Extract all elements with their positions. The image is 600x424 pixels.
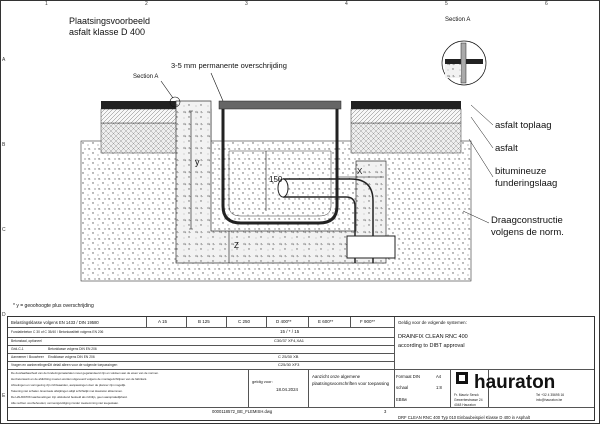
row4-mid: Dit detail alleen voor de volgende toepassingen — [48, 363, 118, 367]
unit-value: EB8w — [396, 397, 407, 402]
ruler-side-a: A — [2, 57, 6, 63]
remark-line2: plaatsingsvoorschriften voor toepassing — [312, 381, 390, 386]
format-value: A4 — [436, 374, 442, 379]
ruler-top-5: 5 — [445, 1, 448, 7]
small-left-3: Vragen en aanbevelingen — [11, 363, 49, 367]
row1-left: Fundatiebeton C 30 of C 35/40 / Betonkwaliteit volgens EN 206 — [11, 330, 104, 334]
asphalt-top-right — [351, 101, 461, 109]
class-b125: B 125 — [198, 319, 210, 324]
overshoot-leader — [211, 73, 223, 101]
row4-val: C25/30 XF3 — [278, 362, 300, 367]
row1-mid: 15 / * / 15 — [280, 329, 300, 334]
ruler-top-1: 1 — [45, 1, 48, 7]
format-label: Formaat DIN — [396, 374, 420, 379]
small-left-2: Aannemer / Bouwheer — [11, 355, 44, 359]
scale-value: 1:8 — [436, 385, 442, 390]
sewer-pipe — [347, 236, 395, 258]
layer-asfalt: asfalt — [495, 143, 518, 154]
class-f900: F 900** — [360, 319, 376, 324]
ruler-side-d: D — [2, 312, 6, 318]
address-1: Fr. Mauriz Senck — [454, 393, 479, 397]
ruler-side-c: C — [2, 227, 6, 233]
class-a15: A 15 — [158, 319, 168, 324]
ruler-top-2: 2 — [145, 1, 148, 7]
ruler-top-6: 6 — [545, 1, 548, 7]
title-block — [7, 316, 595, 421]
row2-mid: C30/37 XF4,XA1 — [274, 338, 305, 343]
row3-mid: Eindklasse volgens DIN EN 206 — [48, 355, 95, 359]
section-a-label-main: Section A — [133, 74, 159, 80]
note-6: Alle rechten voorbehouden; vermenigvuldiging zonder toestemming niet toegestaan. — [11, 401, 119, 405]
layer-draagconstructie: Draagconstructie — [491, 215, 563, 226]
ruler-top-3: 3 — [245, 1, 248, 7]
drawing-date: 18.04.2024 — [276, 387, 298, 392]
foundation-layer-right — [351, 123, 461, 153]
dim-150-label: 150 — [269, 175, 283, 184]
company-logo-text: hauraton — [474, 372, 556, 393]
note-5: De HAURATON aanbevelingen zijn uitsluitend bedoeld als richtlijn, geen aansprakelijkheid. — [11, 395, 128, 399]
ruler-side-e: E — [2, 393, 6, 399]
validity-label: Geldig voor de volgende systemen: — [398, 320, 467, 325]
drawing-number: 0000118572_BE_FLEMISH.dwg — [212, 409, 273, 414]
class-c250: C 250 — [238, 319, 251, 324]
grating — [219, 101, 341, 109]
note-2: Het betonwerk en de afdichting moeten worden uitgevoerd volgens de montagerichtlijnen van de fabrikant. — [11, 377, 148, 381]
company-email: info@hauraton.be — [536, 398, 563, 402]
class-d400: D 400** — [276, 319, 292, 324]
class-e600: E 600** — [318, 319, 334, 324]
layer-volgens-norm: volgens de norm. — [491, 227, 564, 238]
leader-asfalt — [471, 117, 493, 148]
row3-left: Betonklasse volgens DIN EN 206 — [48, 347, 97, 351]
norm-label: Belastingsklasse volgens EN 1433 / DIN 19580 — [11, 320, 99, 325]
leader-fundering — [469, 139, 493, 177]
row2-left: Betonstaal, optioneel — [11, 339, 42, 343]
layer-bitumineuze: bitumineuze — [495, 166, 547, 177]
note-1: De doorlaatbaarheid van de funderingsmaterialen moet gegarandeerd zijn en voldoen aan de eisen van de normen. — [11, 371, 159, 375]
asphalt-layer-right — [351, 109, 461, 123]
layer-funderingslaag: funderingslaag — [495, 178, 558, 189]
system-line1: DRAINFIX CLEAN RNC 400 — [398, 334, 468, 340]
row3-val: C 25/30 XB — [278, 354, 299, 359]
system-line2: according to DIBT approval — [398, 343, 465, 349]
section-a-label-detail: Section A — [445, 17, 471, 23]
small-left-1: Grid-C-1 — [11, 347, 24, 351]
dim-x-label: X — [357, 167, 363, 176]
address-2: Gewerbestrasse 24 — [454, 398, 483, 402]
sheet-title-line2: asfalt klasse D 400 — [69, 27, 146, 37]
overshoot-label: 3-5 mm permanente overschrijding — [171, 61, 287, 70]
revision: 3 — [384, 409, 387, 414]
address-3: 4048 Hauraton — [454, 403, 476, 407]
ruler-top-4: 4 — [345, 1, 348, 7]
scale-label: schaal — [396, 385, 409, 390]
footnote: * y = geoohoogte plus overschrijding — [13, 303, 94, 309]
remark-line1: Aanzicht onze algemene — [312, 374, 361, 379]
ruler-side-b: B — [2, 142, 6, 148]
company-phone: Tel +32 4 35695 16 — [536, 393, 565, 397]
footer-description: DRF CLEAN RNC 400 Typ 010 Einbaubeispiel Klasse D 400 in Asphalt — [398, 415, 530, 420]
dim-z-label: Z — [234, 241, 239, 250]
valid-label: geldig voor: — [252, 379, 273, 384]
sheet-title-line1: Plaatsingsvoorbeeld — [69, 16, 151, 26]
note-3: Afmetingen en vormgeving zijn richtwaarden, aanpassingen door de planner zijn mogelijk. — [11, 383, 126, 387]
dim-y-label: y — [195, 157, 200, 167]
note-4: Tekening niet schalen. Eventuele afwijkingen altijd schriftelijk met Hauraton afstemmen. — [11, 389, 123, 393]
layer-asfalt-toplaag: asfalt toplaag — [495, 120, 552, 131]
